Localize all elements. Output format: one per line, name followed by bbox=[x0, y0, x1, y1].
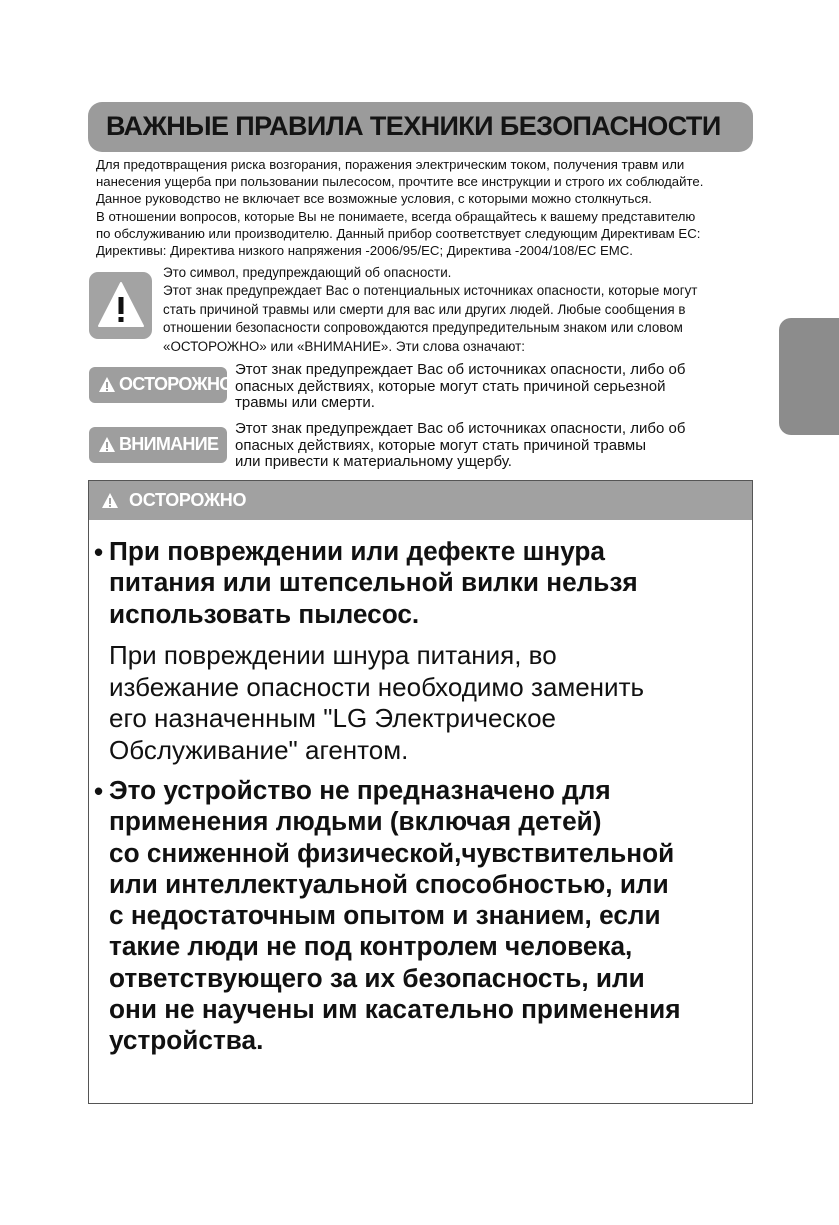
symbol-description bbox=[163, 264, 697, 356]
bold-line: со сниженной физической,чувствительной bbox=[109, 837, 675, 868]
caution-item-2-heading bbox=[109, 775, 681, 1057]
warning-triangle-icon bbox=[98, 376, 116, 393]
caution-item-1-heading bbox=[109, 536, 638, 630]
caution-level-badge bbox=[89, 367, 233, 403]
warning-triangle-icon bbox=[98, 436, 116, 453]
intro-line: В отношении вопросов, которые Вы не понимаете, всегда обращайтесь к вашему представителю bbox=[96, 208, 696, 224]
symbol-line: стать причиной травмы или смерти для вас или других людей. Любые сообщения в bbox=[163, 301, 686, 317]
caution-panel-title: ОСТОРОЖНО bbox=[129, 490, 247, 510]
warning-symbol-box bbox=[89, 272, 152, 339]
bold-line: применения людьми (включая детей) bbox=[109, 806, 602, 837]
side-section-tab bbox=[779, 318, 839, 435]
regular-line: Обслуживание" агентом. bbox=[109, 734, 409, 765]
bold-line: питания или штепсельной вилки нельзя bbox=[109, 567, 638, 598]
caution-level-description bbox=[235, 362, 685, 412]
bold-line: они не научены им касательно применения bbox=[109, 994, 681, 1025]
regular-line: избежание опасности необходимо заменить bbox=[109, 671, 645, 702]
bold-line: такие люди не под контролем человека, bbox=[109, 931, 633, 962]
caution-panel-header bbox=[89, 481, 752, 520]
symbol-line: Это символ, предупреждающий об опасности. bbox=[163, 265, 452, 280]
bullet-marker: • bbox=[94, 537, 104, 567]
warning-exclamation-icon bbox=[96, 280, 146, 330]
bold-line: использовать пылесос. bbox=[109, 598, 420, 629]
level-line: опасных действиях, которые могут стать причиной травмы bbox=[235, 436, 646, 454]
bold-line: Это устройство не предназначено для bbox=[109, 775, 611, 805]
bullet-marker: • bbox=[94, 776, 104, 806]
intro-line: Для предотвращения риска возгорания, поражения электрическим током, получения травм или bbox=[96, 157, 685, 172]
level-line: или привести к материальному ущербу. bbox=[235, 453, 512, 470]
bold-line: При повреждении или дефекте шнура bbox=[109, 536, 605, 566]
bold-line: или интеллектуальной способностью, или bbox=[109, 868, 669, 899]
caution-level-label: ОСТОРОЖНО bbox=[119, 374, 233, 394]
caution-item-1-body bbox=[109, 640, 644, 766]
regular-line: его назначенным "LG Электрическое bbox=[109, 703, 557, 733]
regular-line: При повреждении шнура питания, во bbox=[109, 640, 557, 670]
attention-level-label: ВНИМАНИЕ bbox=[119, 434, 219, 454]
page-title: ВАЖНЫЕ ПРАВИЛА ТЕХНИКИ БЕЗОПАСНОСТИ bbox=[106, 111, 721, 141]
intro-line: Директивы: Директива низкого напряжения -2006/95/EC; Директива -2004/108/EC EMC. bbox=[96, 243, 633, 259]
level-line: опасных действиях, которые могут стать причиной серьезной bbox=[235, 377, 666, 395]
title-bar bbox=[88, 102, 753, 152]
bold-line: с недостаточным опытом и знанием, если bbox=[109, 900, 661, 931]
intro-line: Данное руководство не включает все возможные условия, с которыми можно столкнуться. bbox=[96, 191, 652, 207]
intro-line: по обслуживанию или производителю. Данный прибор соответствует следующим Директивам ЕС: bbox=[96, 225, 701, 241]
warning-triangle-icon bbox=[101, 492, 119, 509]
caution-panel bbox=[88, 480, 753, 1104]
level-line: Этот знак предупреждает Вас об источниках опасности, либо об bbox=[235, 420, 686, 437]
bold-line: ответствующего за их безопасность, или bbox=[109, 962, 645, 993]
intro-line: нанесения ущерба при пользовании пылесосом, прочтите все инструкции и строго их соблюдайте. bbox=[96, 174, 704, 190]
level-line: Этот знак предупреждает Вас об источниках опасности, либо об bbox=[235, 361, 686, 378]
attention-level-description bbox=[235, 421, 685, 471]
level-line: травмы или смерти. bbox=[235, 394, 375, 411]
intro-paragraph bbox=[96, 156, 761, 259]
attention-level-badge bbox=[89, 427, 227, 463]
symbol-line: Этот знак предупреждает Вас о потенциальных источниках опасности, которые могут bbox=[163, 283, 698, 299]
symbol-line: «ОСТОРОЖНО» или «ВНИМАНИЕ». Эти слова означают: bbox=[163, 338, 526, 354]
symbol-line: отношении безопасности сопровождаются предупредительным знаком или словом bbox=[163, 320, 683, 336]
bold-line: устройства. bbox=[109, 1025, 264, 1056]
